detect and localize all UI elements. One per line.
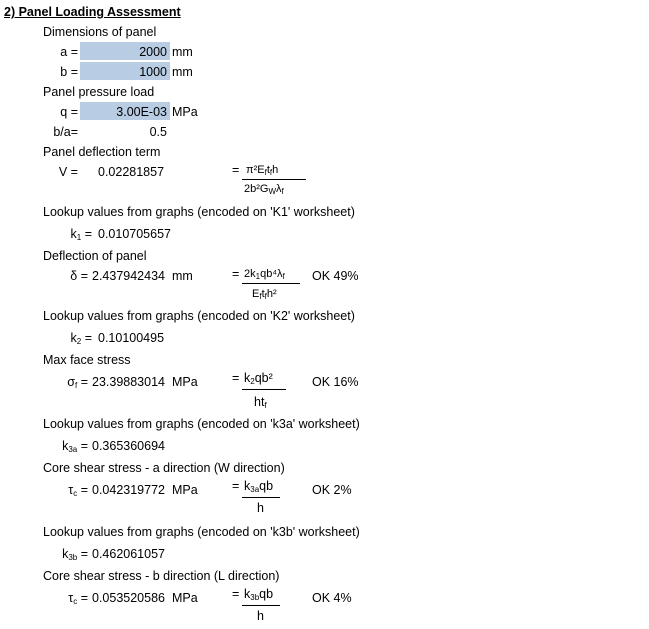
v-formula-numerator: $\pi^2E_ft_fh$ (246, 164, 279, 177)
tau-a-formula-numerator: $k_{3a}qb$ (244, 479, 274, 494)
dimensions-heading: Dimensions of panel (43, 25, 157, 39)
tau-b-formula-denominator: h (257, 609, 264, 623)
tau-b-formula-eq: = (232, 587, 240, 601)
sigma-unit: MPa (172, 375, 198, 389)
a-value: 2000 (139, 45, 167, 59)
lookup-k1-text: Lookup values from graphs (encoded on 'K1' worksheet) (43, 205, 355, 219)
tau-b-unit: MPa (172, 591, 198, 605)
k1-label: $k_1$ = (70, 227, 92, 242)
sigma-formula-denominator: $ht_f$ (254, 395, 267, 410)
page-title: 2) Panel Loading Assessment (4, 5, 181, 19)
k1-value: 0.010705657 (98, 227, 171, 241)
k3b-value: 0.462061057 (92, 547, 165, 561)
delta-formula-eq: = (232, 267, 240, 281)
pressure-heading: Panel pressure load (43, 85, 155, 99)
delta-unit: mm (172, 269, 193, 283)
sigma-label: $\sigma_f$ = (67, 375, 88, 390)
tau-a-formula-denominator: h (257, 501, 264, 515)
tau-a-formula-eq: = (232, 479, 240, 493)
ratio-value: 0.5 (149, 125, 167, 139)
tau-b-formula-numerator: $k_{3b}qb$ (244, 587, 274, 602)
k2-label: $k_2$ = (70, 331, 92, 346)
k3b-label: $k_{3b}$ = (62, 547, 88, 562)
tau-a-unit: MPa (172, 483, 198, 497)
b-label: b = (60, 65, 78, 79)
sigma-value: 23.39883014 (92, 375, 165, 389)
sigma-check: OK 16% (312, 375, 359, 389)
b-value: 1000 (139, 65, 167, 79)
delta-label: δ = (70, 269, 88, 283)
a-unit: mm (172, 45, 193, 59)
b-unit: mm (172, 65, 193, 79)
tau-a-value: 0.042319772 (92, 483, 165, 497)
delta-formula-numerator: $2k_1qb^4\lambda_f$ (244, 268, 285, 281)
lookup-k2-text: Lookup values from graphs (encoded on 'K2' worksheet) (43, 309, 355, 323)
lookup-k3a-text: Lookup values from graphs (encoded on 'k3a' worksheet) (43, 417, 360, 431)
k2-value: 0.10100495 (98, 331, 165, 345)
delta-formula-denominator: $E_ft_fh^2$ (252, 288, 277, 301)
v-formula-denominator: $2b^2G_W\lambda_f$ (244, 183, 284, 196)
ratio-label: b/a= (53, 125, 78, 139)
sigma-formula-eq: = (232, 371, 240, 385)
delta-fraction-line (242, 283, 300, 284)
tau-a-check: OK 2% (312, 483, 352, 497)
v-fraction-line (242, 179, 306, 180)
q-unit: MPa (172, 105, 198, 119)
tau-a-fraction-line (242, 497, 280, 498)
tau-b-check: OK 4% (312, 591, 352, 605)
sigma-fraction-line (242, 389, 286, 390)
deflection-heading: Deflection of panel (43, 249, 147, 263)
q-label: q = (60, 105, 78, 119)
face-stress-heading: Max face stress (43, 353, 131, 367)
v-formula-eq: = (232, 163, 240, 177)
shear-b-heading: Core shear stress - b direction (L direction) (43, 569, 280, 583)
v-label: V = (58, 165, 78, 179)
q-value: 3.00E-03 (116, 105, 167, 119)
tau-b-label: $\tau_c$ = (68, 591, 88, 606)
delta-check: OK 49% (312, 269, 359, 283)
shear-a-heading: Core shear stress - a direction (W direction) (43, 461, 285, 475)
sigma-formula-numerator: $k_2qb^2$ (244, 371, 273, 386)
delta-value: 2.437942434 (92, 269, 165, 283)
deflection-term-heading: Panel deflection term (43, 145, 161, 159)
tau-b-value: 0.053520586 (92, 591, 165, 605)
tau-b-fraction-line (242, 605, 280, 606)
v-value: 0.02281857 (98, 165, 165, 179)
k3a-label: $k_{3a}$ = (62, 439, 88, 454)
a-label: a = (60, 45, 78, 59)
k3a-value: 0.365360694 (92, 439, 165, 453)
lookup-k3b-text: Lookup values from graphs (encoded on 'k3b' worksheet) (43, 525, 360, 539)
tau-a-label: $\tau_c$ = (68, 483, 88, 498)
